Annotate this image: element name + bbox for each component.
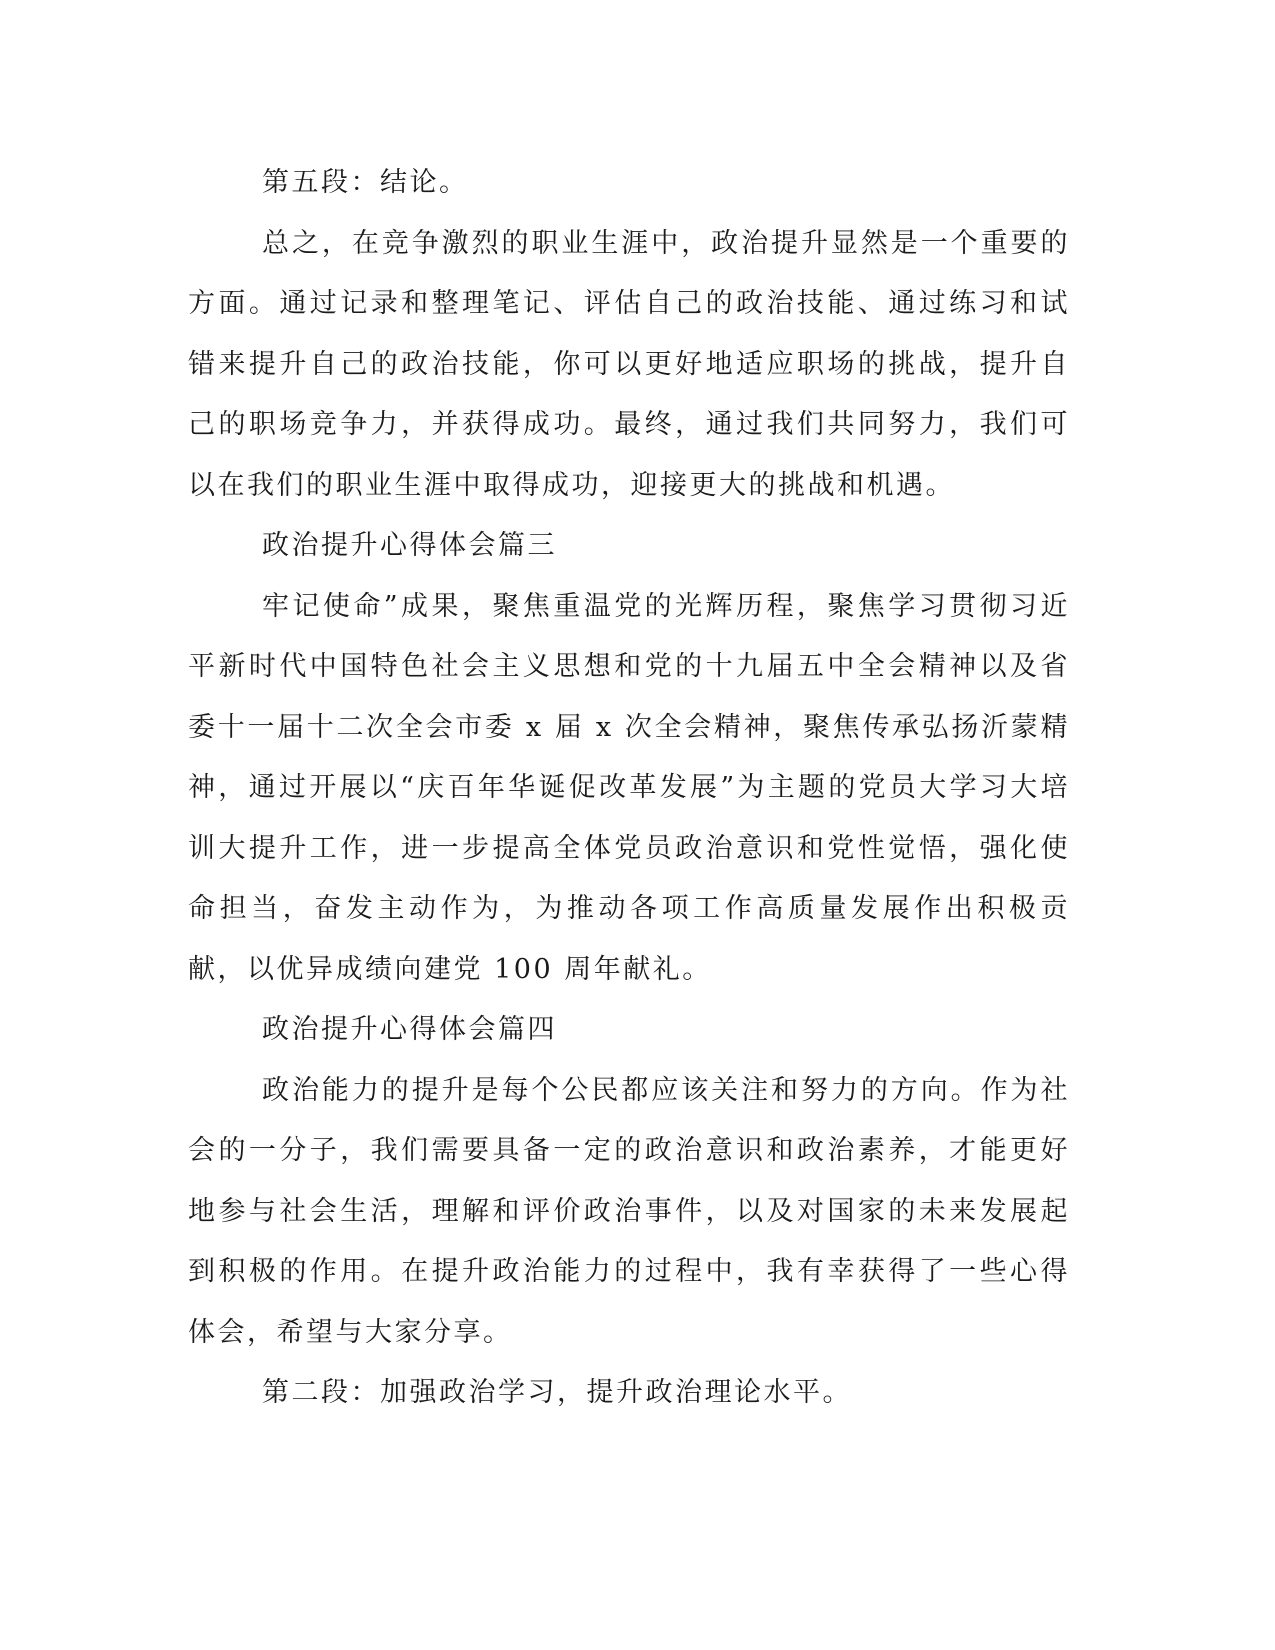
- section-heading-conclusion: 第五段：结论。: [262, 167, 469, 198]
- section-heading-second: 第二段：加强政治学习，提升政治理论水平。: [262, 1377, 852, 1408]
- section-heading-part-three: 政治提升心得体会篇三: [262, 530, 557, 561]
- document-body: [188, 153, 1070, 1424]
- body-paragraph: 牢记使命”成果，聚焦重温党的光辉历程，聚焦学习贯彻习近平新时代中国特色社会主义思想和党的十九届五中全会精神以及省委十一届十二次全会市委 x 届 x 次全会精神，聚焦传承弘扬沂蒙精神，通过开展以“庆百年华诞促改革发展”为主题的党员大学习大培训大提升工作，进一步提高全体党员政治意识和党性觉悟，强化使命担当，奋发主动作为，为推动各项工作高质量发展作出积极贡献，以优异成绩向建党 100 周年献礼。: [188, 590, 1070, 985]
- body-paragraph: 政治能力的提升是每个公民都应该关注和努力的方向。作为社会的一分子，我们需要具备一定的政治意识和政治素养，才能更好地参与社会生活，理解和评价政治事件，以及对国家的未来发展起到积极的作用。在提升政治能力的过程中，我有幸获得了一些心得体会，希望与大家分享。: [188, 1074, 1070, 1348]
- body-paragraph: 总之，在竞争激烈的职业生涯中，政治提升显然是一个重要的方面。通过记录和整理笔记、评估自己的政治技能、通过练习和试错来提升自己的政治技能，你可以更好地适应职场的挑战，提升自己的职场竞争力，并获得成功。最终，通过我们共同努力，我们可以在我们的职业生涯中取得成功，迎接更大的挑战和机遇。: [188, 227, 1070, 501]
- section-heading-part-four: 政治提升心得体会篇四: [262, 1014, 557, 1045]
